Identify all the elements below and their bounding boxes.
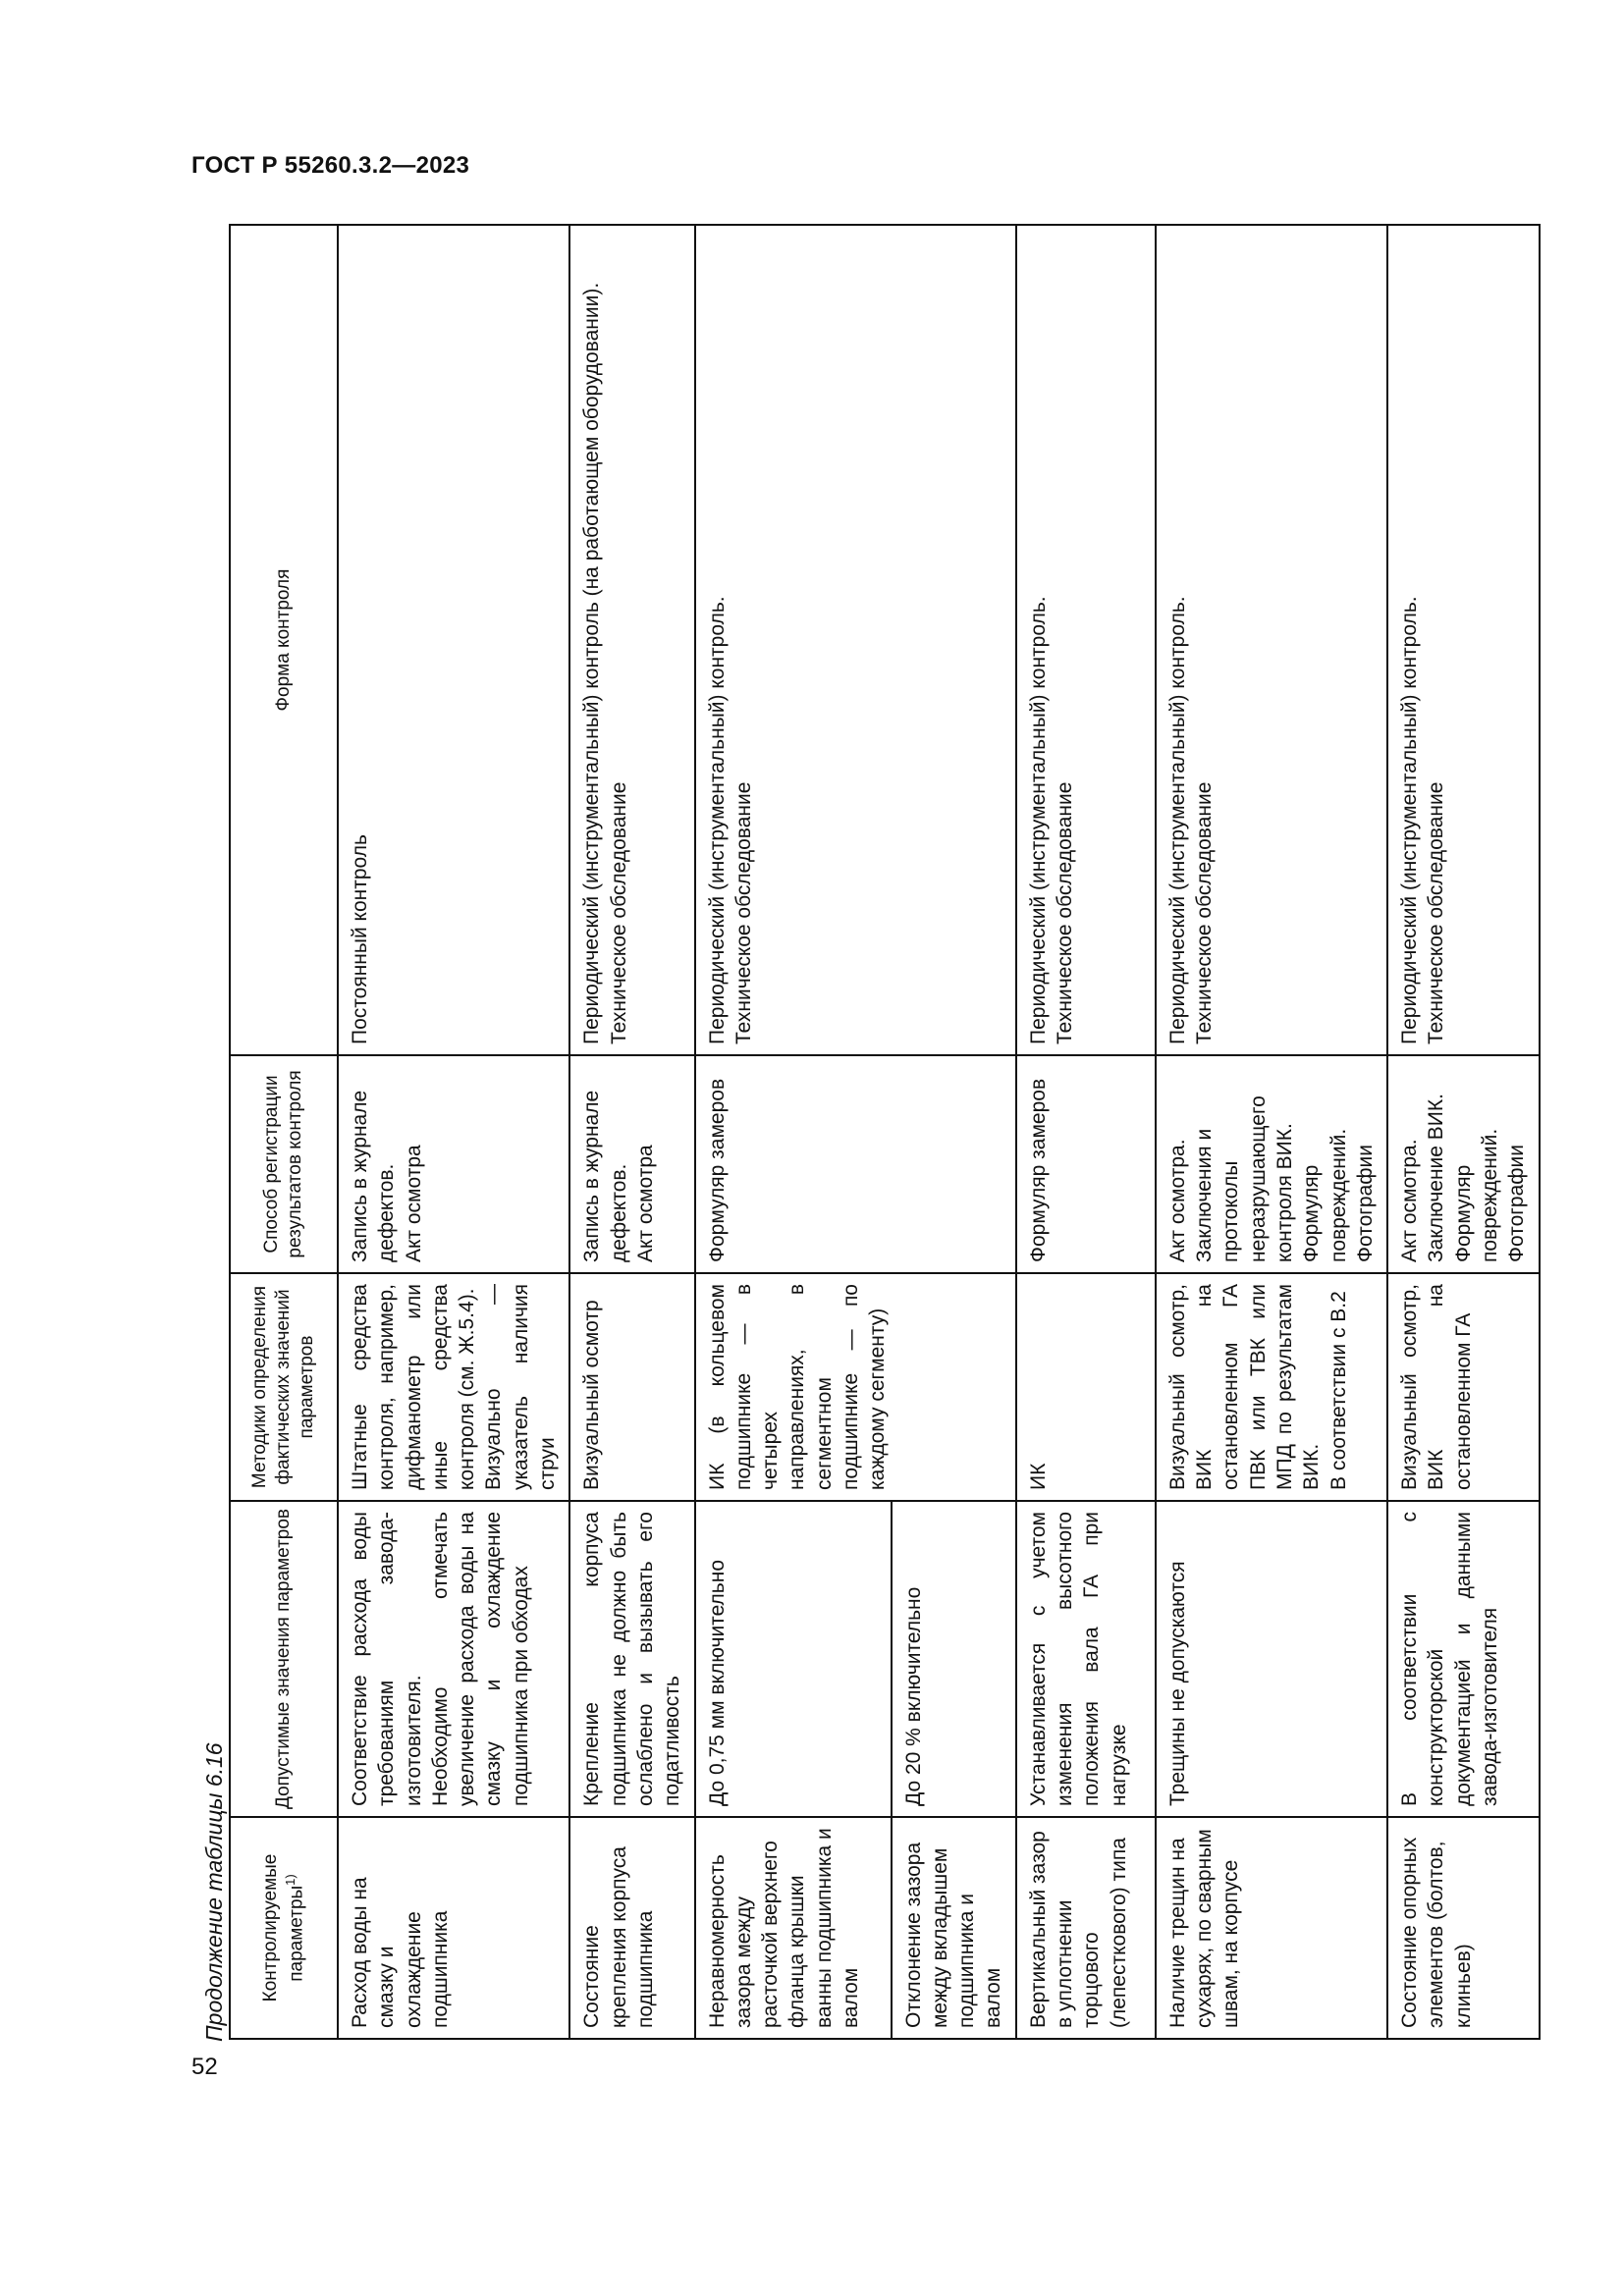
table-row: [569, 225, 694, 2039]
cell-param: Вертикальный зазор в уплотнении торцового (лепесткового) типа: [1016, 1817, 1156, 2039]
header-registration: Способ регистрации результатов контроля: [230, 1055, 338, 1273]
cell-registration: Запись в журнале дефектов. Акт осмотра: [569, 1055, 694, 1273]
table-header-row: [230, 225, 338, 2039]
cell-allowed: Соответствие расхода воды требованиям завода-изготовителя. Необходимо отмечать увеличение расхода воды на смазку и охлаждение подшипника при обходах: [338, 1501, 569, 1817]
table-row: [695, 225, 892, 2039]
cell-allowed: Трещины не допускаются: [1156, 1501, 1387, 1817]
cell-registration: Запись в журнале дефектов. Акт осмотра: [338, 1055, 569, 1273]
cell-method: ИК (в кольцевом подшипнике — в четырех направлениях, в сегментном подшипнике — по каждому сегменту): [695, 1273, 1016, 1501]
table-row: [1156, 225, 1387, 2039]
cell-param: Состояние опорных элементов (болтов, клиньев): [1387, 1817, 1539, 2039]
header-allowed: Допустимые значения параметров: [230, 1501, 338, 1817]
cell-param: Неравномерность зазора между расточкой верхнего фланца крышки ванны подшипника и валом: [695, 1817, 892, 2039]
cell-registration: Формуляр замеров: [1016, 1055, 1156, 1273]
cell-registration: Акт осмотра. Заключение ВИК. Формуляр повреждений. Фотографии: [1387, 1055, 1539, 1273]
cell-allowed: Устанавливается с учетом изменения высотного положения вала ГА при нагрузке: [1016, 1501, 1156, 1817]
cell-form: Постоянный контроль: [338, 225, 569, 1055]
document-header: ГОСТ Р 55260.3.2—2023: [191, 152, 470, 179]
cell-form: Периодический (инструментальный) контроль (на работающем оборудовании). Техническое обследование: [569, 225, 694, 1055]
header-method: Методики определения фактических значений параметров: [230, 1273, 338, 1501]
cell-allowed: До 20 % включительно: [892, 1501, 1016, 1817]
cell-form: Периодический (инструментальный) контроль. Техническое обследование: [1156, 225, 1387, 1055]
header-form: Форма контроля: [230, 225, 338, 1055]
cell-method: ИК: [1016, 1273, 1156, 1501]
cell-param: Расход воды на смазку и охлаждение подшипника: [338, 1817, 569, 2039]
table-row: [338, 225, 569, 2039]
cell-method: Визуальный осмотр: [569, 1273, 694, 1501]
cell-form: Периодический (инструментальный) контроль. Техническое обследование: [1016, 225, 1156, 1055]
rotated-table-container: [229, 226, 1529, 2040]
table-continuation-label: Продолжение таблицы 6.16: [201, 1742, 227, 2042]
cell-method: Штатные средства контроля, например, дифманометр или иные средства контроля (см. Ж.5.4). Визуально — указатель наличия струи: [338, 1273, 569, 1501]
page-number: 52: [191, 2054, 218, 2080]
cell-allowed: До 0,75 мм включительно: [695, 1501, 892, 1817]
parameters-table: [229, 224, 1541, 2040]
table-row: [1016, 225, 1156, 2039]
cell-registration: Формуляр замеров: [695, 1055, 1016, 1273]
cell-param: Состояние крепления корпуса подшипника: [569, 1817, 694, 2039]
header-param: Контролируемые параметры$^{1)}$: [230, 1817, 338, 2039]
table-row: [1387, 225, 1539, 2039]
cell-param: Наличие трещин на сухарях, по сварным швам, на корпусе: [1156, 1817, 1387, 2039]
cell-form: Периодический (инструментальный) контроль. Техническое обследование: [1387, 225, 1539, 1055]
cell-allowed: В соответствии с конструкторской документацией и данными завода-изготовителя: [1387, 1501, 1539, 1817]
cell-form: Периодический (инструментальный) контроль. Техническое обследование: [695, 225, 1016, 1055]
cell-method: Визуальный осмотр, ВИК на остановленном ГА: [1387, 1273, 1539, 1501]
cell-param: Отклонение зазора между вкладышем подшипника и валом: [892, 1817, 1016, 2039]
cell-method: Визуальный осмотр, ВИК на остановленном ГА ПВК или ТВК или МПД по результатам ВИК. В соответствии с В.2: [1156, 1273, 1387, 1501]
cell-allowed: Крепление корпуса подшипника не должно быть ослаблено и вызывать его податливость: [569, 1501, 694, 1817]
cell-registration: Акт осмотра. Заключения и протоколы неразрушающего контроля ВИК. Формуляр повреждений. Фотографии: [1156, 1055, 1387, 1273]
